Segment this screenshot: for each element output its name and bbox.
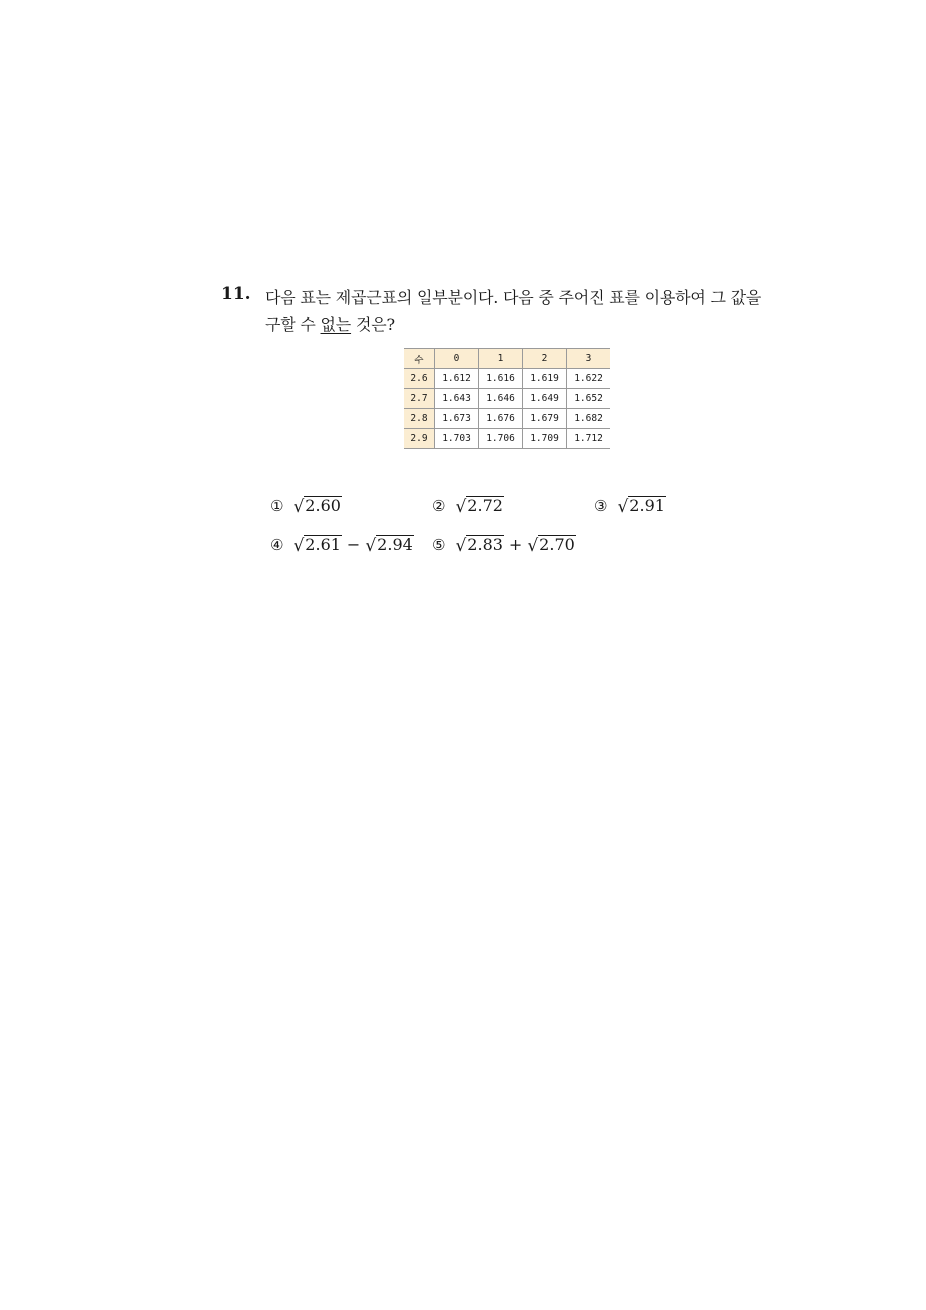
radicand: 2.60 (305, 496, 341, 515)
choice-2-mark: ② (432, 496, 446, 515)
sqrt-expression (527, 535, 575, 557)
minus-operator: − (346, 535, 361, 555)
choice-3[interactable] (594, 496, 666, 518)
question-text (265, 284, 765, 338)
question-number: 11. (221, 284, 251, 304)
table-cell: 1.709 (523, 429, 567, 449)
table-row (404, 429, 610, 449)
table-column-header: 0 (435, 349, 479, 369)
table-cell: 1.673 (435, 409, 479, 429)
table-cell: 1.616 (479, 369, 523, 389)
radicand: 2.72 (467, 496, 503, 515)
plus-operator: + (508, 535, 523, 555)
radical-sign-icon: √ (455, 497, 467, 518)
question-line-2-after: 것은? (351, 315, 395, 334)
table-cell: 1.643 (435, 389, 479, 409)
table-cell: 1.682 (567, 409, 611, 429)
table-column-header: 3 (567, 349, 611, 369)
table-row-label: 2.6 (404, 369, 435, 389)
sqrt-expression (293, 496, 341, 518)
table-cell: 1.703 (435, 429, 479, 449)
choice-4-mark: ④ (270, 535, 284, 554)
radicand: 2.91 (629, 496, 665, 515)
question-line-1: 다음 표는 제곱근표의 일부분이다. 다음 중 주어진 표를 이용하여 그 값을 (265, 288, 762, 307)
table-cell: 1.649 (523, 389, 567, 409)
table-cell: 1.676 (479, 409, 523, 429)
sqrt-expression (455, 535, 503, 557)
table-column-header: 2 (523, 349, 567, 369)
table-row (404, 389, 610, 409)
sqrt-expression (293, 535, 341, 557)
choice-5-mark: ⑤ (432, 535, 446, 554)
radical-sign-icon: √ (617, 497, 629, 518)
question-line-2 (265, 311, 765, 338)
table-row-label: 2.8 (404, 409, 435, 429)
underlined-word: 없는 (320, 315, 352, 334)
table-row-label: 2.7 (404, 389, 435, 409)
radical-sign-icon: √ (455, 536, 467, 557)
radical-sign-icon: √ (293, 536, 305, 557)
choice-4[interactable] (270, 535, 414, 557)
table-cell: 1.646 (479, 389, 523, 409)
choice-1[interactable] (270, 496, 342, 518)
question-line-2-before: 구할 수 (265, 315, 321, 334)
table-row-label: 2.9 (404, 429, 435, 449)
radicand: 2.83 (467, 535, 503, 554)
radical-sign-icon: √ (293, 497, 305, 518)
radicand: 2.70 (539, 535, 575, 554)
sqrt-expression (455, 496, 503, 518)
radical-sign-icon: √ (527, 536, 539, 557)
table-cell: 1.679 (523, 409, 567, 429)
radical-sign-icon: √ (365, 536, 377, 557)
table-cell: 1.612 (435, 369, 479, 389)
table-cell: 1.652 (567, 389, 611, 409)
radicand: 2.61 (305, 535, 341, 554)
table-cell: 1.706 (479, 429, 523, 449)
choice-2[interactable] (432, 496, 504, 518)
choice-1-mark: ① (270, 496, 284, 515)
table-header-row (404, 349, 610, 369)
table-column-header: 1 (479, 349, 523, 369)
sqrt-expression (617, 496, 665, 518)
table-cell: 1.622 (567, 369, 611, 389)
table-cell: 1.712 (567, 429, 611, 449)
choice-3-mark: ③ (594, 496, 608, 515)
table-row (404, 369, 610, 389)
square-root-table (404, 348, 610, 449)
radicand: 2.94 (377, 535, 413, 554)
choice-5[interactable] (432, 535, 576, 557)
sqrt-expression (365, 535, 413, 557)
table-row (404, 409, 610, 429)
table-cell: 1.619 (523, 369, 567, 389)
table-corner-cell: 수 (404, 349, 435, 369)
